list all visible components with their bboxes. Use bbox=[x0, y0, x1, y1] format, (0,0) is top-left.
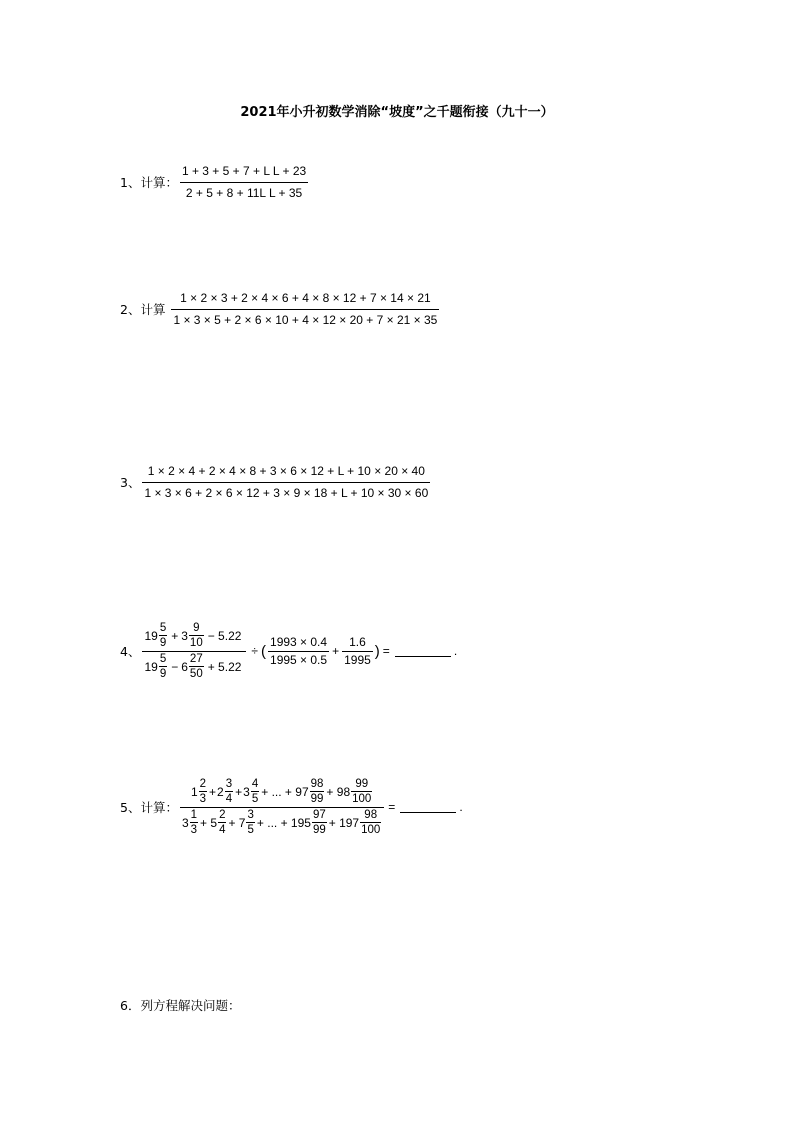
mixed-number bbox=[181, 653, 204, 680]
numerator: 5 bbox=[159, 622, 167, 634]
fraction-bar bbox=[190, 822, 198, 823]
operator: + bbox=[235, 784, 243, 799]
right-paren: ) bbox=[374, 642, 380, 660]
problem-1-label: 1、计算： bbox=[120, 175, 178, 190]
whole-part: 19 bbox=[144, 628, 158, 643]
fraction-bar bbox=[180, 807, 384, 808]
numerator: 98 bbox=[310, 778, 324, 790]
fraction-bar bbox=[159, 666, 167, 667]
fraction-bar bbox=[268, 651, 329, 652]
fraction-bar bbox=[360, 822, 381, 823]
fraction bbox=[360, 809, 381, 836]
period: . bbox=[453, 644, 458, 658]
ellipsis-term: + ... + 97 bbox=[261, 784, 309, 799]
term: + 5.22 bbox=[207, 659, 242, 674]
denominator: 4 bbox=[225, 793, 233, 805]
problem-5-expression bbox=[178, 778, 463, 836]
problem-5-main-numerator bbox=[189, 778, 375, 805]
whole-part: 1 bbox=[190, 784, 198, 799]
numerator: 27 bbox=[189, 653, 203, 665]
fraction bbox=[159, 622, 167, 649]
denominator: 100 bbox=[352, 793, 372, 805]
denominator: 1995 bbox=[344, 653, 371, 667]
fraction bbox=[190, 809, 198, 836]
term: + 5 bbox=[200, 815, 218, 830]
problem-2-expression bbox=[169, 289, 441, 329]
denominator: 100 bbox=[361, 824, 381, 836]
operator: − bbox=[171, 659, 179, 674]
fraction-bar bbox=[171, 309, 439, 310]
problem-1-numerator: 1 + 3 + 5 + 7 + L L + 23 bbox=[181, 164, 307, 178]
denominator: 99 bbox=[310, 793, 324, 805]
numerator: 2 bbox=[199, 778, 207, 790]
fraction bbox=[199, 778, 207, 805]
denominator: 1995 × 0.5 bbox=[270, 653, 328, 667]
fraction-bar bbox=[189, 666, 204, 667]
problem-2-fraction bbox=[171, 289, 439, 329]
problem-5-main-denominator bbox=[180, 809, 384, 836]
numerator: 99 bbox=[355, 778, 369, 790]
operator: + bbox=[332, 644, 340, 658]
denominator: 3 bbox=[199, 793, 207, 805]
denominator: 5 bbox=[251, 793, 259, 805]
denominator: 99 bbox=[312, 824, 326, 836]
problem-3-expression bbox=[140, 462, 432, 502]
problem-4-expression bbox=[140, 622, 457, 680]
fraction bbox=[342, 635, 373, 667]
fraction-bar bbox=[246, 822, 254, 823]
ellipsis-term: + ... + 195 bbox=[256, 815, 311, 830]
denominator: 50 bbox=[189, 668, 203, 680]
numerator: 2 bbox=[219, 809, 226, 821]
fraction bbox=[251, 778, 259, 805]
fraction-bar bbox=[159, 635, 167, 636]
fraction-bar bbox=[142, 482, 430, 483]
numerator: 98 bbox=[364, 809, 378, 821]
fraction-bar bbox=[310, 791, 325, 792]
denominator: 4 bbox=[219, 824, 226, 836]
page-title: 2021年小升初数学消除“坡度”之千题衔接（九十一） bbox=[240, 105, 554, 120]
problem-2-numerator: 1 × 2 × 3 + 2 × 4 × 6 + 4 × 8 × 12 + 7 × 14 × 21 bbox=[180, 291, 431, 305]
fraction-bar bbox=[312, 822, 327, 823]
problem-3-label: 3、 bbox=[120, 475, 141, 490]
whole-part: 19 bbox=[144, 659, 158, 674]
mixed-number bbox=[243, 778, 260, 805]
numerator: 4 bbox=[251, 778, 259, 790]
section-6-heading: 6．列方程解决问题： bbox=[120, 998, 241, 1013]
whole-part: 3 bbox=[181, 628, 188, 643]
problem-5-label: 5、计算： bbox=[120, 800, 178, 815]
numerator: 9 bbox=[193, 622, 200, 634]
mixed-number bbox=[217, 778, 234, 805]
fraction bbox=[225, 778, 233, 805]
problem-4-main-denominator bbox=[142, 653, 246, 680]
mixed-number bbox=[182, 809, 199, 836]
problem-5 bbox=[120, 778, 463, 836]
fraction-bar bbox=[189, 635, 204, 636]
problem-3 bbox=[120, 462, 432, 502]
whole-part: 2 bbox=[217, 784, 224, 799]
problem-3-numerator: 1 × 2 × 4 + 2 × 4 × 8 + 3 × 6 × 12 + L + 10 × 20 × 40 bbox=[147, 464, 425, 478]
left-paren: ( bbox=[261, 642, 267, 660]
denominator: 10 bbox=[189, 637, 203, 649]
denominator: 9 bbox=[159, 637, 167, 649]
fraction bbox=[189, 653, 204, 680]
problem-1-fraction bbox=[180, 162, 308, 202]
problem-3-denominator: 1 × 3 × 6 + 2 × 6 × 12 + 3 × 9 × 18 + L + 10 × 30 × 60 bbox=[144, 486, 429, 500]
fraction bbox=[159, 653, 167, 680]
problem-1-expression bbox=[178, 162, 310, 202]
mixed-number bbox=[181, 622, 204, 649]
problem-4-label: 4、 bbox=[120, 644, 141, 659]
problem-5-main-fraction bbox=[180, 778, 384, 836]
denominator: 9 bbox=[159, 668, 167, 680]
fraction-bar bbox=[351, 791, 372, 792]
fraction bbox=[246, 809, 254, 836]
answer-blank[interactable] bbox=[400, 802, 456, 813]
fraction-bar bbox=[142, 651, 246, 652]
equals-sign: = bbox=[382, 644, 390, 658]
fraction bbox=[189, 622, 204, 649]
operator: + bbox=[209, 784, 217, 799]
term: + 197 bbox=[328, 815, 360, 830]
mixed-number bbox=[144, 653, 168, 680]
denominator: 5 bbox=[247, 824, 254, 836]
problem-2 bbox=[120, 289, 441, 329]
fraction bbox=[268, 635, 329, 667]
numerator: 1 bbox=[190, 809, 198, 821]
division-sign: ÷ bbox=[251, 644, 259, 658]
whole-part: 3 bbox=[243, 784, 250, 799]
numerator: 3 bbox=[247, 809, 254, 821]
denominator: 3 bbox=[190, 824, 198, 836]
answer-blank[interactable] bbox=[395, 646, 451, 657]
fraction bbox=[310, 778, 325, 805]
mixed-number bbox=[144, 622, 168, 649]
problem-2-label: 2、计算 bbox=[120, 302, 166, 317]
numerator: 3 bbox=[225, 778, 233, 790]
term: − 5.22 bbox=[207, 628, 242, 643]
problem-3-fraction bbox=[142, 462, 430, 502]
term: + 98 bbox=[326, 784, 351, 799]
numerator: 97 bbox=[312, 809, 326, 821]
problem-1 bbox=[120, 162, 310, 202]
numerator: 1.6 bbox=[349, 635, 366, 649]
fraction bbox=[351, 778, 372, 805]
problem-2-denominator: 1 × 3 × 5 + 2 × 6 × 10 + 4 × 12 × 20 + 7 × 21 × 35 bbox=[173, 313, 438, 327]
whole-part: 6 bbox=[181, 659, 188, 674]
problem-1-denominator: 2 + 5 + 8 + 11L L + 35 bbox=[185, 186, 303, 200]
equals-sign: = bbox=[388, 800, 396, 814]
fraction-bar bbox=[342, 651, 373, 652]
fraction-bar bbox=[218, 822, 226, 823]
fraction-bar bbox=[199, 791, 207, 792]
fraction bbox=[312, 809, 327, 836]
period: . bbox=[459, 800, 463, 814]
fraction-bar bbox=[225, 791, 233, 792]
operator: + bbox=[171, 628, 179, 643]
fraction-bar bbox=[180, 182, 308, 183]
mixed-number bbox=[191, 778, 208, 805]
problem-4-main-numerator bbox=[142, 622, 246, 649]
fraction bbox=[218, 809, 226, 836]
problem-4 bbox=[120, 622, 457, 680]
whole-part: 3 bbox=[181, 815, 189, 830]
numerator: 5 bbox=[159, 653, 167, 665]
fraction-bar bbox=[251, 791, 259, 792]
problem-4-main-fraction bbox=[142, 622, 246, 680]
term: + 7 bbox=[228, 815, 246, 830]
numerator: 1993 × 0.4 bbox=[270, 635, 328, 649]
